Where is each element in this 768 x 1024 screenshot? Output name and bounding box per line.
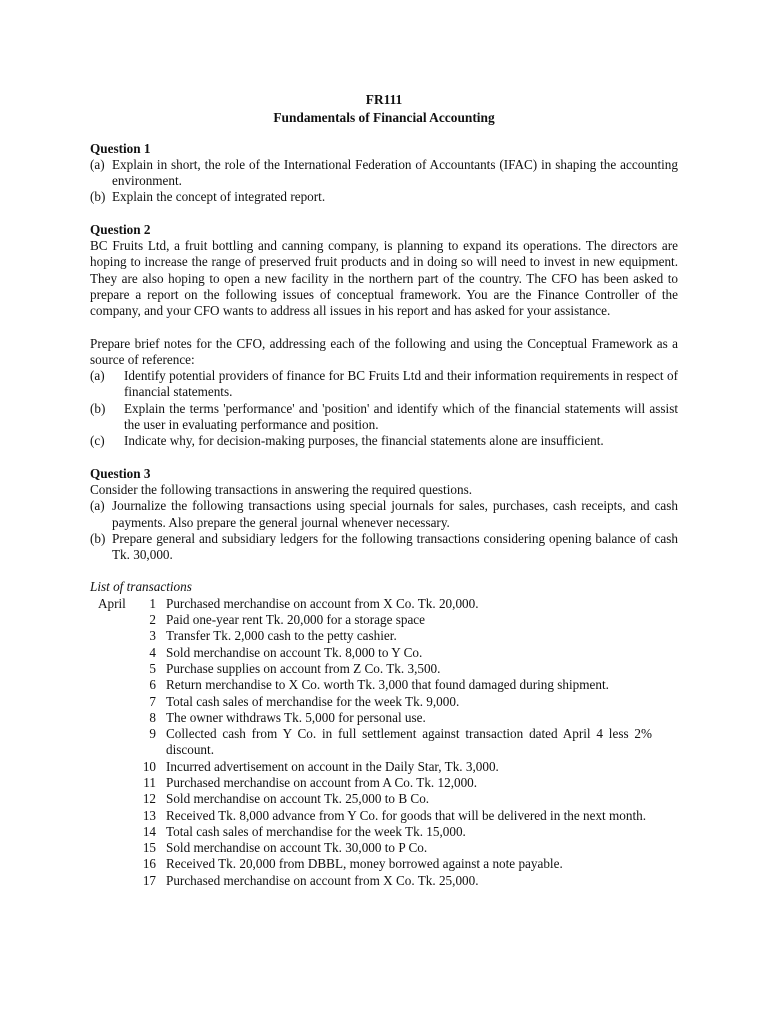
item-text: Explain in short, the role of the International Federation of Accountants (IFAC) in shaping the accounting environment. — [112, 156, 678, 189]
transaction-day: 7 — [149, 693, 156, 709]
question-1-item-a — [90, 157, 678, 190]
transaction-row — [90, 677, 678, 693]
transaction-row — [90, 873, 678, 889]
transaction-day: 14 — [142, 823, 156, 839]
question-3-heading: Question 3 — [90, 465, 151, 481]
transactions-list — [90, 596, 678, 889]
item-label: (a) — [90, 498, 105, 514]
transaction-text: Received Tk. 8,000 advance from Y Co. for goods that will be delivered in the next month. — [166, 807, 647, 823]
transaction-row — [90, 596, 678, 612]
transaction-day: 6 — [149, 677, 156, 693]
transaction-row — [90, 856, 678, 872]
item-label: (b) — [90, 400, 106, 416]
transaction-text: Sold merchandise on account Tk. 25,000 to B Co. — [166, 791, 430, 807]
question-2-item-b — [90, 401, 678, 434]
transaction-text: Sold merchandise on account Tk. 30,000 to P Co. — [166, 840, 428, 856]
transaction-day: 4 — [149, 644, 156, 660]
item-text: Journalize the following transactions using special journals for sales, purchases, cash receipts, and cash payments. Also prepare the general journal whenever necessary. — [112, 498, 678, 530]
item-text: Explain the concept of integrated report. — [112, 189, 326, 205]
transaction-text: Total cash sales of merchandise for the week Tk. 9,000. — [166, 693, 460, 709]
transaction-day: 17 — [142, 872, 156, 888]
item-text: Indicate why, for decision-making purposes, the financial statements alone are insufficient. — [124, 433, 604, 449]
transaction-text: Paid one-year rent Tk. 20,000 for a storage space — [166, 612, 426, 628]
course-title: Fundamentals of Financial Accounting — [273, 110, 495, 126]
transaction-text: Return merchandise to X Co. worth Tk. 3,000 that found damaged during shipment. — [166, 677, 609, 693]
transaction-row — [90, 710, 678, 726]
item-text: Explain the terms 'performance' and 'position' and identify which of the financial statements will assist the user in evaluating performance and position. — [124, 400, 678, 433]
transaction-row — [90, 840, 678, 856]
transaction-row — [90, 759, 678, 775]
item-label: (b) — [90, 189, 106, 205]
transaction-text: Collected cash from Y Co. in full settlement against transaction dated April 4 less 2% discount. — [166, 726, 652, 758]
document-page — [90, 92, 678, 889]
transaction-day: 16 — [142, 856, 156, 872]
question-3-item-b — [90, 531, 678, 564]
question-3-intro: Consider the following transactions in answering the required questions. — [90, 481, 472, 497]
transaction-row — [90, 645, 678, 661]
transaction-text: Purchased merchandise on account from X Co. Tk. 25,000. — [166, 872, 479, 888]
question-2-item-a — [90, 368, 678, 401]
item-label: (b) — [90, 530, 106, 546]
transaction-row — [90, 726, 678, 759]
item-label: (a) — [90, 368, 105, 384]
item-label: (c) — [90, 433, 105, 449]
question-2-prompt: Prepare brief notes for the CFO, addressing each of the following and using the Conceptual Framework as a source of reference: — [90, 335, 678, 367]
transaction-row — [90, 628, 678, 644]
transaction-day: 13 — [142, 807, 156, 823]
transaction-text: Incurred advertisement on account in the Daily Star, Tk. 3,000. — [166, 758, 499, 774]
question-2-intro: BC Fruits Ltd, a fruit bottling and canning company, is planning to expand its operations. The directors are hoping to increase the range of preserved fruit products and in doing so will need to invest in new equipment. They are also hoping to open a new facility in the northern part of the country. The CFO has been asked to prepare a report on the following issues of conceptual framework. You are the Finance Controller of the company, and your CFO wants to address all issues in his report and has asked for your assistance. — [90, 238, 678, 319]
item-text: Identify potential providers of finance for BC Fruits Ltd and their information requirements in respect of financial statements. — [124, 368, 678, 400]
transaction-text: The owner withdraws Tk. 5,000 for personal use. — [166, 709, 426, 725]
transaction-row — [90, 791, 678, 807]
transaction-row — [90, 775, 678, 791]
transaction-row — [90, 824, 678, 840]
transaction-day: 5 — [149, 660, 156, 676]
transaction-row — [90, 661, 678, 677]
transaction-day: 10 — [142, 758, 156, 774]
transaction-day: 1 — [149, 595, 156, 611]
transaction-month: April — [98, 595, 126, 611]
transaction-text: Sold merchandise on account Tk. 8,000 to Y Co. — [166, 644, 423, 660]
question-1-heading: Question 1 — [90, 140, 151, 156]
transaction-day: 9 — [149, 726, 156, 742]
transaction-day: 15 — [142, 840, 156, 856]
transaction-text: Purchase supplies on account from Z Co. Tk. 3,500. — [166, 660, 441, 676]
transaction-day: 3 — [149, 628, 156, 644]
question-2-item-c — [90, 433, 678, 449]
transaction-text: Transfer Tk. 2,000 cash to the petty cashier. — [166, 628, 397, 644]
question-3-item-a — [90, 498, 678, 531]
transaction-day: 2 — [149, 612, 156, 628]
item-text: Prepare general and subsidiary ledgers for the following transactions considering opening balance of cash Tk. 30,000. — [112, 530, 678, 563]
transaction-day: 8 — [149, 709, 156, 725]
transaction-text: Total cash sales of merchandise for the week Tk. 15,000. — [166, 823, 466, 839]
transaction-day: 12 — [142, 791, 156, 807]
item-label: (a) — [90, 156, 105, 172]
transaction-text: Received Tk. 20,000 from DBBL, money borrowed against a note payable. — [166, 856, 563, 872]
transactions-list-title: List of transactions — [90, 579, 192, 595]
transaction-text: Purchased merchandise on account from X Co. Tk. 20,000. — [166, 595, 479, 611]
transaction-day: 11 — [143, 774, 156, 790]
transaction-row — [90, 694, 678, 710]
question-2-heading: Question 2 — [90, 221, 151, 237]
course-code: FR111 — [365, 92, 403, 107]
transaction-text: Purchased merchandise on account from A Co. Tk. 12,000. — [166, 774, 478, 790]
transaction-row — [90, 612, 678, 628]
question-1-item-b — [90, 189, 678, 205]
transaction-row — [90, 808, 678, 824]
